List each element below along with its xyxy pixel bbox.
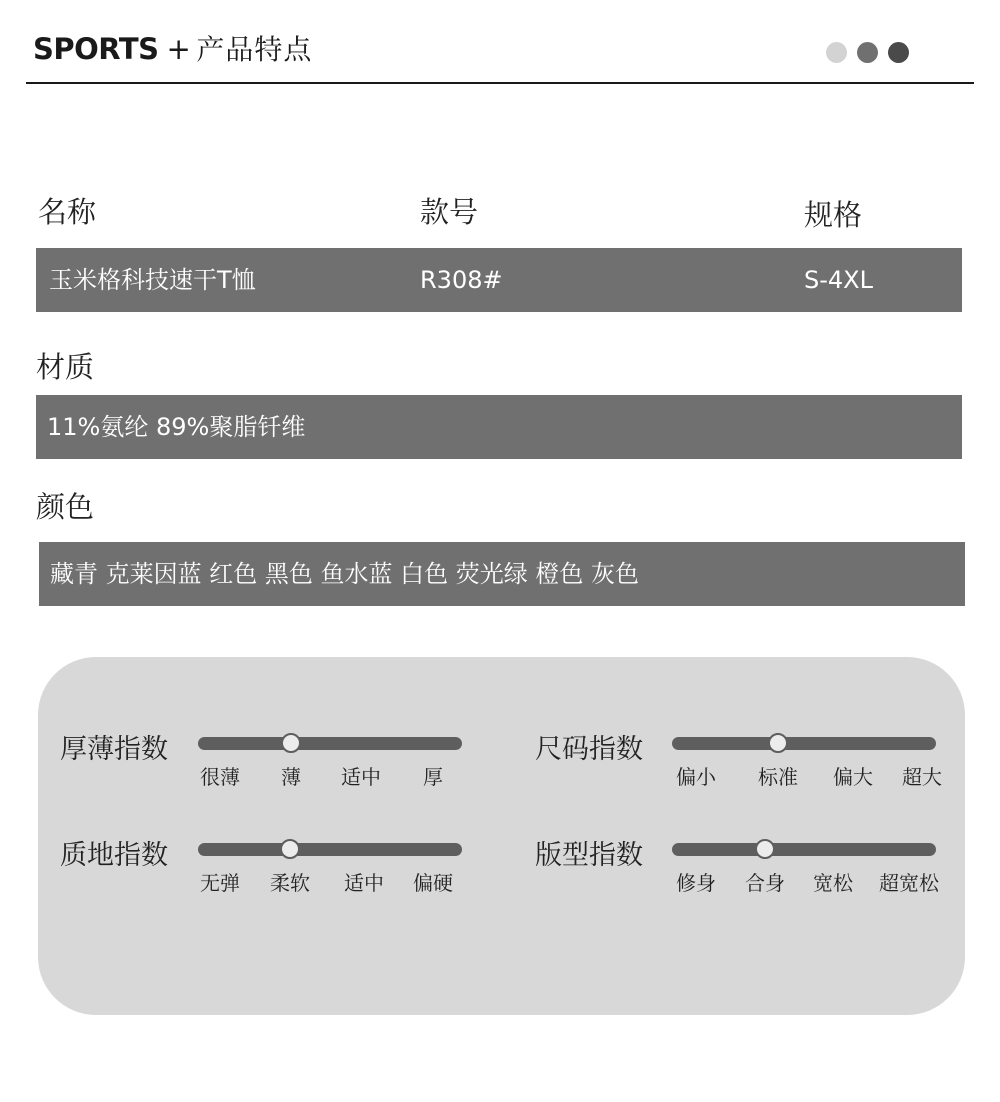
index-track: [672, 843, 936, 856]
index-tick-label: 适中: [341, 765, 381, 789]
index-knob: [281, 733, 301, 753]
index-tick-label: 合身: [745, 871, 785, 895]
indices-panel: [38, 657, 965, 1015]
index-tick-label: 无弹: [200, 871, 240, 895]
color-bar: [39, 542, 965, 606]
dot-icon: [826, 42, 847, 63]
code-value: R308#: [420, 266, 503, 294]
index-tick-label: 超大: [902, 765, 942, 789]
index-name: 质地指数: [60, 840, 168, 871]
size-value: S-4XL: [804, 266, 873, 294]
page-header: [0, 0, 1000, 90]
index-name: 尺码指数: [535, 734, 643, 765]
index-tick-label: 很薄: [200, 765, 240, 789]
index-track: [672, 737, 936, 750]
material-label: 材质: [36, 350, 95, 384]
index-knob: [755, 839, 775, 859]
index-tick-label: 偏小: [676, 765, 716, 789]
color-value: 藏青 克莱因蓝 红色 黑色 鱼水蓝 白色 荧光绿 橙色 灰色: [50, 560, 640, 588]
material-bar: [36, 395, 962, 459]
plus-icon: +: [166, 32, 191, 66]
index-tick-label: 超宽松: [879, 871, 939, 895]
index-knob: [768, 733, 788, 753]
index-tick-label: 薄: [281, 765, 301, 789]
header-divider: [26, 82, 974, 84]
index-tick-label: 厚: [423, 765, 443, 789]
index-tick-label: 修身: [676, 871, 716, 895]
code-label: 款号: [420, 195, 479, 229]
index-tick-label: 偏大: [833, 765, 873, 789]
color-label: 颜色: [36, 490, 95, 524]
index-tick-label: 宽松: [813, 871, 853, 895]
material-value: 11%氨纶 89%聚脂钎维: [47, 413, 306, 441]
size-label: 规格: [804, 198, 863, 232]
index-knob: [280, 839, 300, 859]
index-tick-label: 柔软: [270, 871, 310, 895]
dot-icon: [888, 42, 909, 63]
name-value: 玉米格科技速干T恤: [49, 266, 256, 294]
index-track: [198, 843, 462, 856]
dot-icon: [857, 42, 878, 63]
index-tick-label: 偏硬: [413, 871, 453, 895]
index-track: [198, 737, 462, 750]
brand-title: [33, 28, 312, 68]
index-tick-label: 标准: [758, 765, 798, 789]
index-tick-label: 适中: [344, 871, 384, 895]
index-name: 版型指数: [535, 840, 643, 871]
name-label: 名称: [38, 195, 97, 229]
brand-name: SPORTS: [33, 32, 159, 66]
product-info-bar: [36, 248, 962, 312]
index-name: 厚薄指数: [60, 734, 168, 765]
page-subtitle: 产品特点: [196, 33, 313, 66]
